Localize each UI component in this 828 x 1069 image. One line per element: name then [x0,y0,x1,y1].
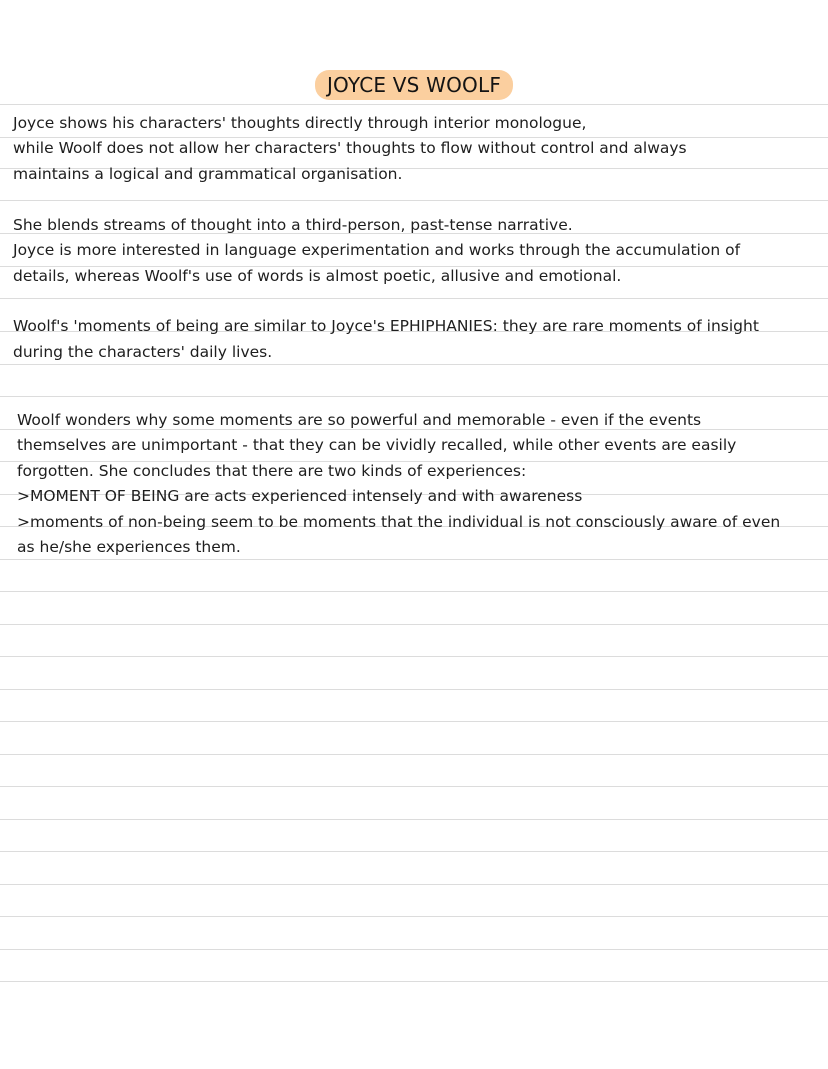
text-line: Woolf's 'moments of being are similar to Joyce's EPHIPHANIES: they are rare moments of insight [13,317,759,335]
text-line: forgotten. She concludes that there are two kinds of experiences: [17,462,527,480]
text-line: while Woolf does not allow her characters' thoughts to flow without control and always [13,139,687,157]
ruled-line [0,916,828,917]
text-line: Joyce shows his characters' thoughts directly through interior monologue, [13,114,587,132]
ruled-line [0,754,828,755]
ruled-line [0,689,828,690]
text-line: >MOMENT OF BEING are acts experienced intensely and with awareness [17,487,583,505]
ruled-line [0,559,828,560]
text-line: Woolf wonders why some moments are so powerful and memorable - even if the events [17,411,702,429]
ruled-line [0,298,828,299]
text-line: maintains a logical and grammatical organisation. [13,165,403,183]
text-line: Joyce is more interested in language experimentation and works through the accumulation of [13,241,741,259]
ruled-line [0,721,828,722]
text-line: details, whereas Woolf's use of words is almost poetic, allusive and emotional. [13,267,622,285]
ruled-line [0,104,828,105]
page-title: JOYCE VS WOOLF [315,70,513,100]
ruled-line [0,624,828,625]
ruled-line [0,851,828,852]
ruled-line [0,819,828,820]
text-line: >moments of non-being seem to be moments that the individual is not consciously aware of even [17,513,781,531]
ruled-line [0,656,828,657]
ruled-line [0,949,828,950]
ruled-line [0,364,828,365]
ruled-line [0,786,828,787]
title-container [0,70,828,100]
ruled-line [0,981,828,982]
text-line: themselves are unimportant - that they can be vividly recalled, while other events are easily [17,436,737,454]
text-line: as he/she experiences them. [17,538,241,556]
ruled-line [0,884,828,885]
ruled-line [0,591,828,592]
ruled-line [0,200,828,201]
ruled-line [0,396,828,397]
text-line: during the characters' daily lives. [13,343,273,361]
text-line: She blends streams of thought into a third-person, past-tense narrative. [13,216,573,234]
